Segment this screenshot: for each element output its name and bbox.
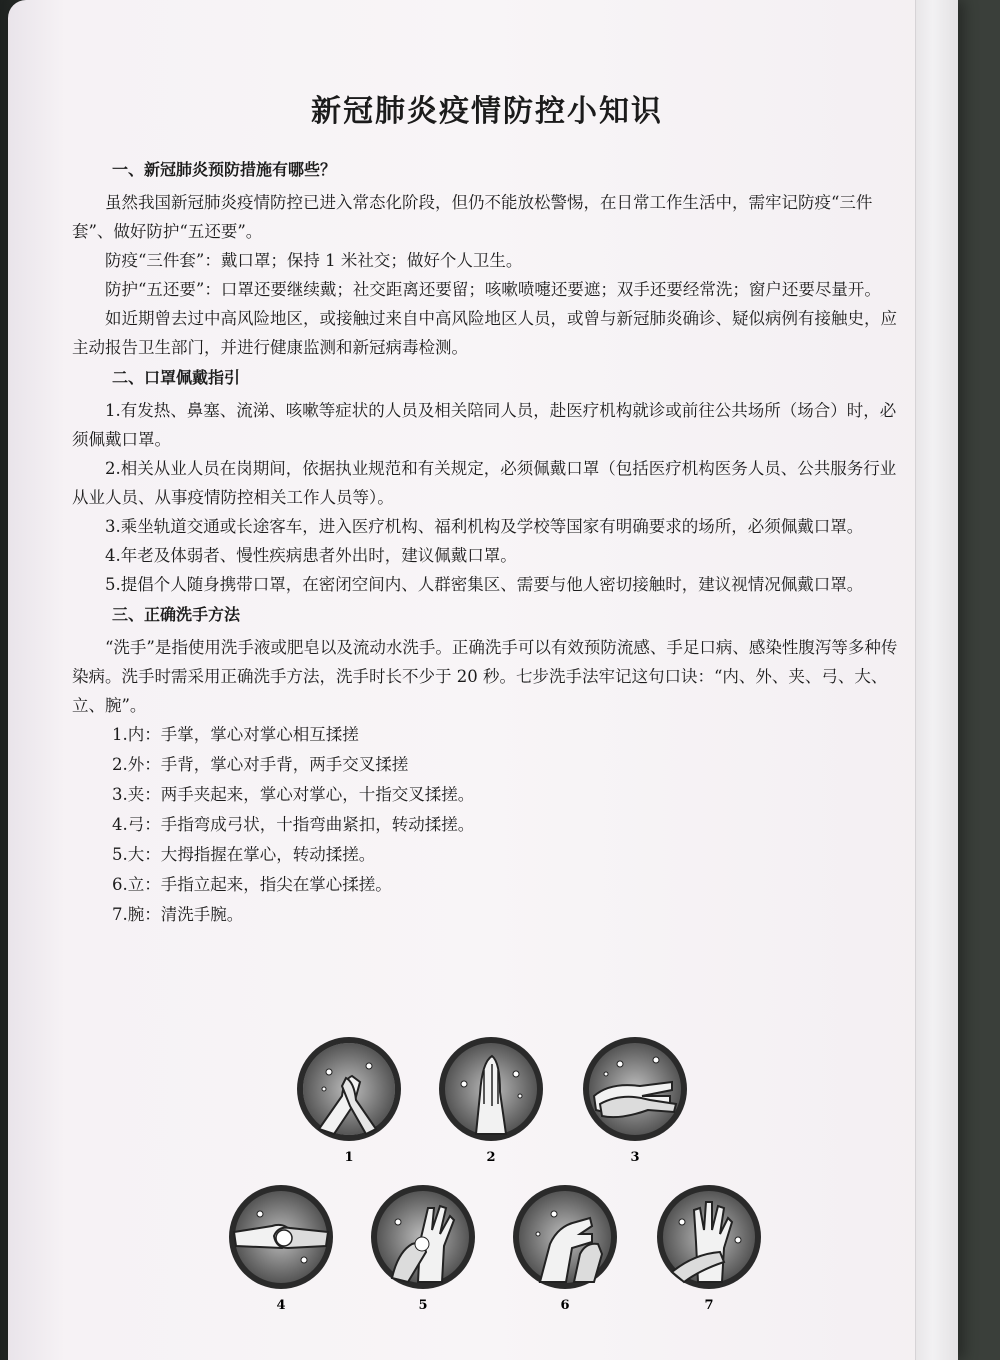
figure-label: 4 <box>276 1298 286 1313</box>
wash-step: 7.腕：清洗手腕。 <box>112 905 244 924</box>
figure-label: 5 <box>418 1298 428 1313</box>
handwash-figure-5 <box>368 1182 478 1313</box>
section2-paragraph: 5.提倡个人随身携带口罩，在密闭空间内、人群密集区、需要与他人密切接触时，建议视情况佩戴口罩。 <box>105 575 864 594</box>
handwash-figure-4 <box>226 1182 336 1313</box>
handwash-figure-3 <box>580 1034 690 1165</box>
wash-step: 4.弓：手指弯成弓状，十指弯曲紧扣，转动揉搓。 <box>112 815 475 834</box>
section1-paragraph: 如近期曾去过中高风险地区，或接触过来自中高风险地区人员，或曾与新冠肺炎确诊、疑似病例有接触史，应主动报告卫生部门，并进行健康监测和新冠病毒检测。 <box>72 309 897 357</box>
thumb-rub-icon <box>368 1182 478 1292</box>
handwash-figure-2 <box>436 1034 546 1165</box>
section2-paragraph: 4.年老及体弱者、慢性疾病患者外出时，建议佩戴口罩。 <box>105 546 517 565</box>
section2-paragraph: 2.相关从业人员在岗期间，依据执业规范和有关规定，必须佩戴口罩（包括医疗机构医务人员、公共服务行业从业人员、从事疫情防控相关工作人员等）。 <box>72 459 897 507</box>
section2-heading: 二、口罩佩戴指引 <box>112 368 241 387</box>
handwash-figure-6 <box>510 1182 620 1313</box>
interlocked-fingers-icon <box>226 1182 336 1292</box>
section3-intro: “洗手”是指使用洗手液或肥皂以及流动水洗手。正确洗手可以有效预防流感、手足口病、感染性腹泻等多种传染病。洗手时需采用正确洗手方法，洗手时长不少于 20 秒。七步洗手法牢记这句口诀：“内、外、夹、弓、大、立、腕”。 <box>72 638 898 715</box>
wash-step: 2.外：手背，掌心对手背，两手交叉揉搓 <box>112 755 409 774</box>
document-content <box>72 86 902 930</box>
figure-label: 7 <box>704 1298 714 1313</box>
section2-paragraph: 1.有发热、鼻塞、流涕、咳嗽等症状的人员及相关陪同人员，赴医疗机构就诊或前往公共场所（场合）时，必须佩戴口罩。 <box>72 401 897 449</box>
section1-paragraph: 虽然我国新冠肺炎疫情防控已进入常态化阶段，但仍不能放松警惕，在日常工作生活中，需牢记防疫“三件套”、做好防护“五还要”。 <box>72 193 873 241</box>
page-title: 新冠肺炎疫情防控小知识 <box>311 94 663 129</box>
wash-step: 1.内：手掌，掌心对掌心相互揉搓 <box>112 725 359 744</box>
section3-heading: 三、正确洗手方法 <box>112 605 241 624</box>
handwashing-illustrations <box>0 1034 1000 1354</box>
section1-paragraph: 防护“五还要”：口罩还要继续戴；社交距离还要留；咳嗽喷嚏还要遮；双手还要经常洗；窗户还要尽量开。 <box>105 280 881 299</box>
wash-step: 3.夹：两手夹起来，掌心对掌心，十指交叉揉搓。 <box>112 785 475 804</box>
section1-paragraph: 防疫“三件套”：戴口罩；保持 1 米社交；做好个人卫生。 <box>105 251 523 270</box>
palms-rub-icon <box>294 1034 404 1144</box>
interlaced-fingers-icon <box>580 1034 690 1144</box>
wrist-wash-icon <box>654 1182 764 1292</box>
figure-label: 3 <box>630 1150 640 1165</box>
fingertip-rub-icon <box>510 1182 620 1292</box>
section1-heading: 一、新冠肺炎预防措施有哪些？ <box>112 160 337 179</box>
handwash-figure-7 <box>654 1182 764 1313</box>
wash-step: 6.立：手指立起来，指尖在掌心揉搓。 <box>112 875 392 894</box>
handwash-figure-1 <box>294 1034 404 1165</box>
back-of-hand-rub-icon <box>436 1034 546 1144</box>
figure-label: 1 <box>344 1150 354 1165</box>
figure-label: 6 <box>560 1298 570 1313</box>
wash-step: 5.大：大拇指握在掌心，转动揉搓。 <box>112 845 376 864</box>
section2-paragraph: 3.乘坐轨道交通或长途客车，进入医疗机构、福利机构及学校等国家有明确要求的场所，必须佩戴口罩。 <box>105 517 864 536</box>
figure-label: 2 <box>486 1150 496 1165</box>
